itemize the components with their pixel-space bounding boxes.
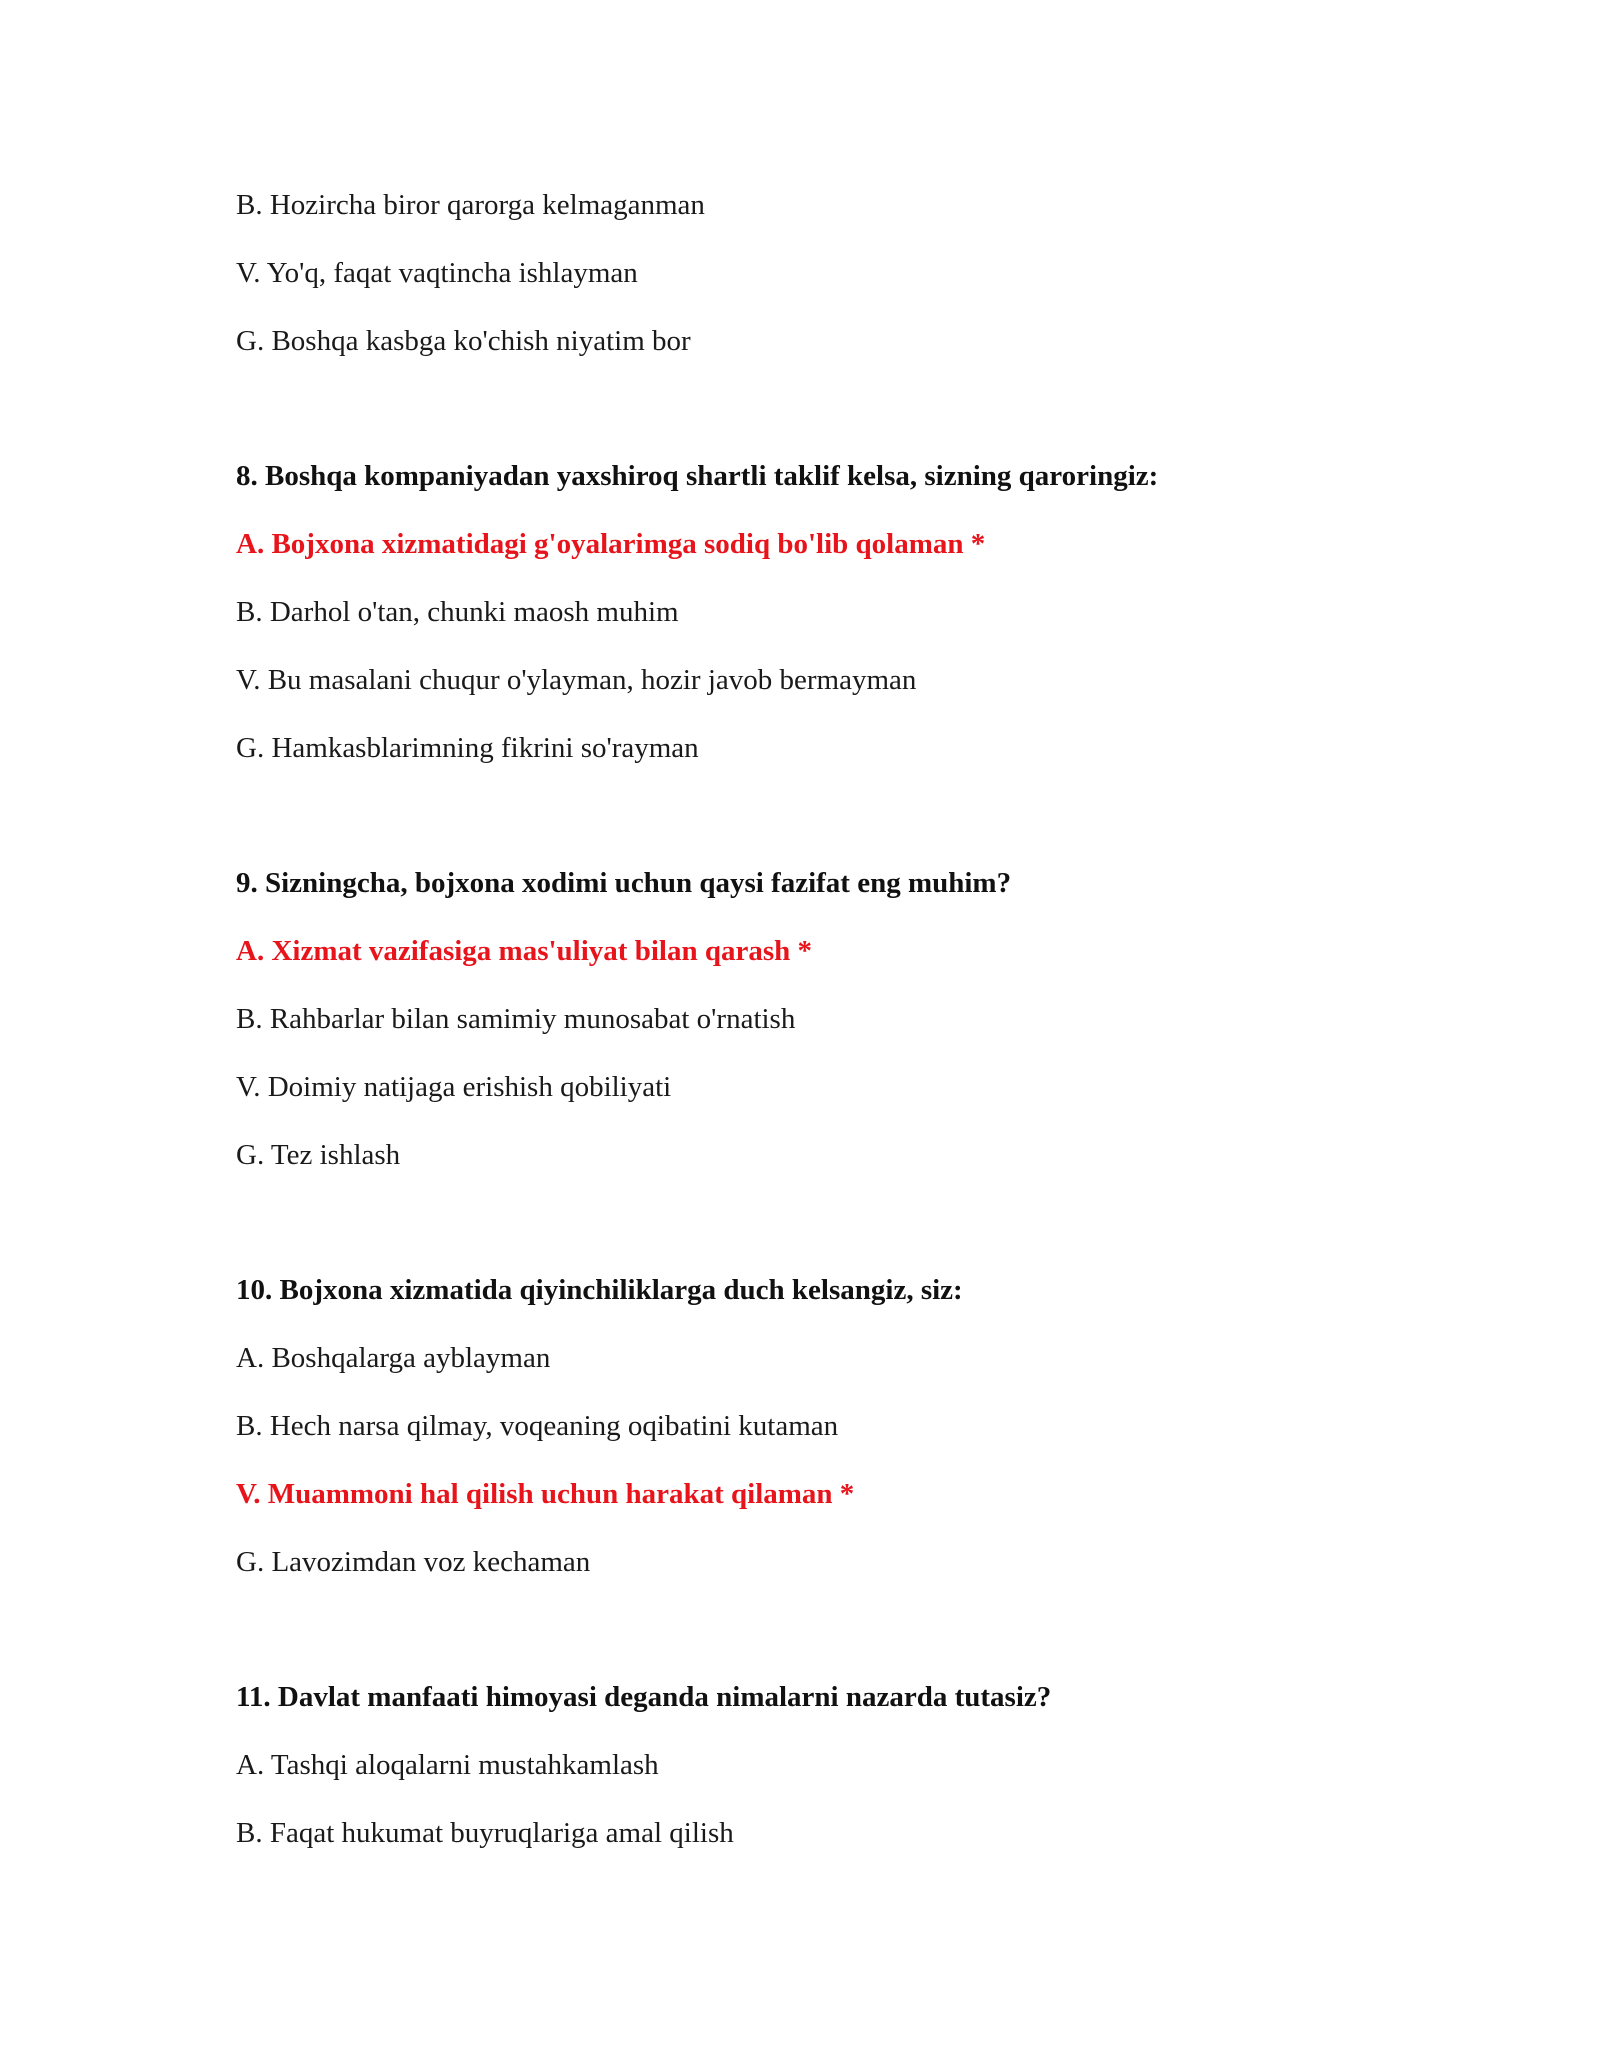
option-line: A. Boshqalarga ayblayman <box>236 1342 551 1374</box>
question-9-text: 9. Sizningcha, bojxona xodimi uchun qaysi fazifat eng muhim? <box>236 867 1012 899</box>
question-11-text: 11. Davlat manfaati himoyasi deganda nimalarni nazarda tutasiz? <box>236 1681 1052 1713</box>
option-line: V. Yo'q, faqat vaqtincha ishlayman <box>236 257 638 289</box>
option-line: G. Hamkasblarimning fikrini so'rayman <box>236 732 699 764</box>
question-list <box>236 186 1436 1882</box>
correct-answer-line: A. Xizmat vazifasiga mas'uliyat bilan qarash * <box>236 935 812 967</box>
spacer <box>236 797 1436 864</box>
option-line: B. Rahbarlar bilan samimiy munosabat o'rnatish <box>236 1003 796 1035</box>
correct-answer-line: V. Muammoni hal qilish uchun harakat qilaman * <box>236 1478 855 1510</box>
option-line: A. Tashqi aloqalarni mustahkamlash <box>236 1749 659 1781</box>
option-line: B. Hozircha biror qarorga kelmaganman <box>236 189 705 221</box>
spacer <box>236 1204 1436 1271</box>
option-line: B. Hech narsa qilmay, voqeaning oqibatini kutaman <box>236 1410 839 1442</box>
spacer <box>236 390 1436 457</box>
correct-answer-line: A. Bojxona xizmatidagi g'oyalarimga sodiq bo'lib qolaman * <box>236 528 986 560</box>
option-line: G. Tez ishlash <box>236 1139 401 1171</box>
option-line: G. Lavozimdan voz kechaman <box>236 1546 591 1578</box>
option-line: B. Darhol o'tan, chunki maosh muhim <box>236 596 679 628</box>
question-10-text: 10. Bojxona xizmatida qiyinchiliklarga duch kelsangiz, siz: <box>236 1274 963 1306</box>
option-line: G. Boshqa kasbga ko'chish niyatim bor <box>236 325 691 357</box>
option-line: V. Bu masalani chuqur o'ylayman, hozir javob bermayman <box>236 664 917 696</box>
option-line: V. Doimiy natijaga erishish qobiliyati <box>236 1071 672 1103</box>
spacer <box>236 1611 1436 1678</box>
option-line: B. Faqat hukumat buyruqlariga amal qilish <box>236 1817 734 1849</box>
question-8-text: 8. Boshqa kompaniyadan yaxshiroq shartli taklif kelsa, sizning qaroringiz: <box>236 460 1159 492</box>
